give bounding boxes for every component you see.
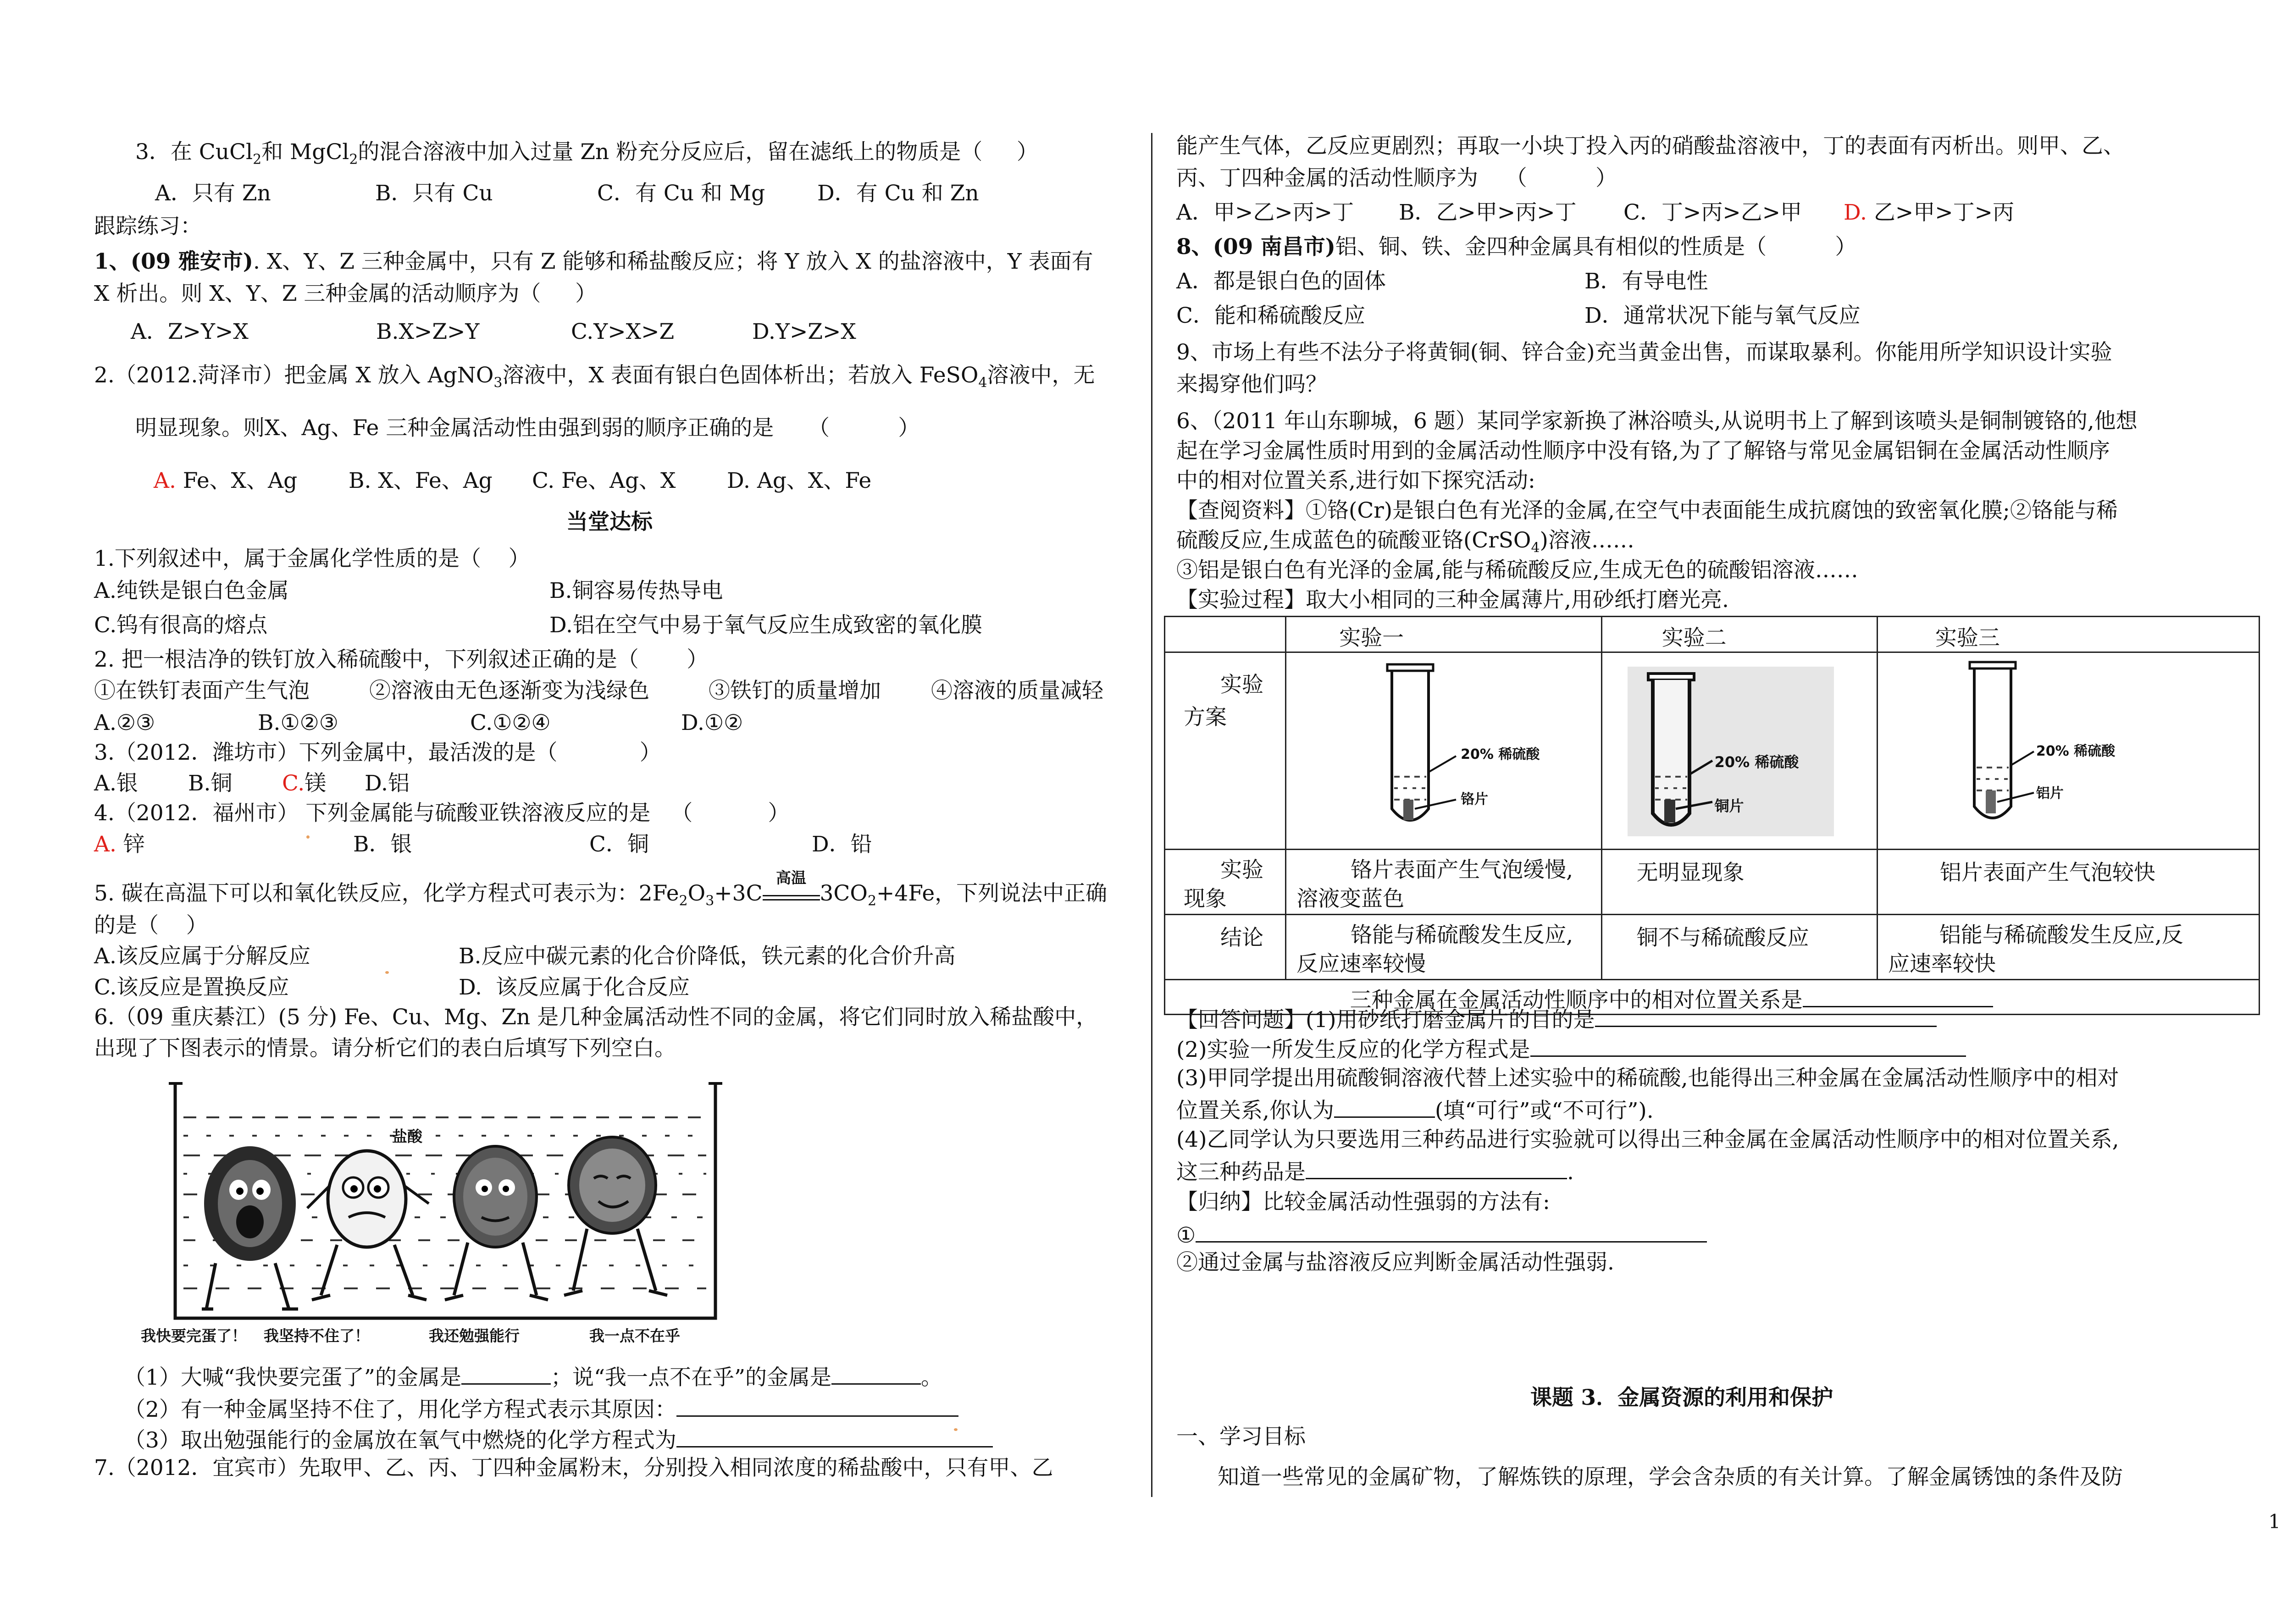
summary-title: 【归纳】比较金属活动性强弱的方法有: (1176, 1189, 1550, 1215)
t1-option-c: C.Y>X>Z (571, 319, 675, 344)
c7-option-a: A．甲>乙>丙>丁 (1176, 200, 1354, 225)
q3-option-c: C．有 Cu 和 Mg (597, 181, 765, 206)
t1-line2: X 析出。则 X、Y、Z 三种金属的活动顺序为（ ） (94, 281, 597, 306)
c3-option-c: C.镁 (282, 771, 327, 796)
c3-option-d: D.铝 (365, 771, 410, 796)
c5-line1: 5. 碳在高温下可以和氧化铁反应，化学方程式可表示为：$2Fe_2O_3+3C$ 高温 $3CO_2+4Fe$，下列说法中正确 (94, 869, 1108, 909)
c6-line2: 出现了下图表示的情景。请分析它们的表白后填写下列空白。 (94, 1036, 676, 1061)
c9-line2: 来揭穿他们吗？ (1176, 372, 1327, 397)
conclusion-3: 铝能与稀硫酸发生反应,反 应速率较快 (1888, 922, 2183, 977)
c1-option-d: D.铝在空气中易于氧气反应生成致密的氧化膜 (549, 613, 982, 638)
scheme-cell-1 (1286, 652, 1602, 850)
acid-label-1: 20% 稀硫酸 (1461, 746, 1540, 762)
c2-item-2: ②溶液由无色逐渐变为浅绿色 (369, 678, 649, 703)
t2-line2: 明显现象。则X、Ag、Fe 三种金属活动性由强到弱的顺序正确的是 （ ） (135, 415, 920, 441)
c7-cont-line2: 丙、丁四种金属的活动性顺序为 （ ） (1176, 166, 1617, 191)
answer-q3a: (3)甲同学提出用硫酸铜溶液代替上述实验中的稀硫酸,也能得出三种金属在金属活动性顺序中的相对 (1176, 1066, 2119, 1091)
q3-option-a: A．只有 Zn (155, 181, 271, 206)
lesson-title: 课题 3．金属资源的利用和保护 (1530, 1385, 1833, 1410)
acid-label-2: 20% 稀硫酸 (1714, 753, 1799, 771)
c6b-ref2: 硫酸反应,生成蓝色的硫酸亚铬(CrSO$_4$)溶液…… (1176, 528, 1634, 556)
metal-character-4 (564, 1137, 667, 1295)
beaker-label: 盐酸 (392, 1127, 422, 1145)
metal-label-3: 铝片 (2036, 785, 2064, 801)
metal-label-1: 铬片 (1461, 791, 1489, 807)
c8-stem: 8、(09 南昌市)铝、铜、铁、金四种金属具有相似的性质是（ ） (1176, 234, 1857, 260)
answer-q2: (2)实验一所发生反应的化学方程式是 (1176, 1036, 1966, 1061)
t2-option-a: A. Fe、X、Ag (154, 468, 298, 493)
t1-option-d: D.Y>Z>X (752, 319, 856, 344)
track-title: 跟踪练习： (94, 214, 202, 239)
q3-stem: 3．在 CuCl$_2$和 MgCl$_2$的混合溶液中加入过量 Zn 粉充分反应后，留在滤纸上的物质是（ ） (135, 139, 1038, 168)
t1-option-b: B.X>Z>Y (376, 319, 480, 344)
observation-1: 铬片表面产生气泡缓慢, 溶液变蓝色 (1296, 857, 1573, 912)
t1-option-a: A．Z>Y>X (131, 319, 249, 344)
summary-item-2: ②通过金属与盐溶液反应判断金属活动性强弱. (1176, 1250, 1614, 1275)
scheme-cell-2 (1601, 652, 1877, 850)
table-header-1: 实验一 (1339, 625, 1404, 651)
page-number: 1 (2268, 1510, 2281, 1533)
caption-1: 我快要完蛋了！ (141, 1327, 247, 1345)
answer-blank[interactable] (1196, 1222, 1707, 1243)
row-label-conclusion: 结论 (1220, 925, 1263, 950)
c3-stem: 3.（2012．潍坊市）下列金属中，最活泼的是（ ） (94, 740, 661, 765)
c8-option-b: B．有导电性 (1584, 269, 1708, 294)
answer-q3b: 位置关系,你认为 (填“可行”或“不可行”). (1176, 1098, 1654, 1123)
caption-3: 我还勉强能行 (429, 1327, 520, 1345)
c4-option-a: A. 锌 (94, 832, 145, 857)
c2-option-a: A.②③ (94, 710, 155, 735)
c5-option-c: C.该反应是置换反应 (94, 975, 289, 1000)
answer-blank[interactable] (1530, 1036, 1966, 1057)
scheme-cell-3 (1877, 652, 2259, 850)
answer-q4b: 这三种药品是 . (1176, 1160, 1574, 1185)
metal-character-2 (307, 1151, 429, 1300)
acid-label-3: 20% 稀硫酸 (2036, 743, 2116, 759)
c4-option-c: C．铜 (589, 832, 649, 857)
answer-blank[interactable] (676, 1396, 958, 1417)
answer-blank[interactable] (831, 1364, 921, 1385)
c5-option-b: B.反应中碳元素的化合价降低，铁元素的化合价升高 (459, 944, 956, 969)
experiment-table (1164, 616, 2260, 1015)
c3-option-a: A.银 (94, 771, 138, 796)
c6b-ref3: ③铝是银白色有光泽的金属,能与稀硫酸反应,生成无色的硫酸铝溶液…… (1176, 558, 1858, 583)
c2-option-b: B.①②③ (258, 710, 338, 735)
answer-blank[interactable] (1595, 1006, 1937, 1027)
t2-option-c: C. Fe、Ag、X (532, 468, 676, 493)
c7-cont-line1: 能产生气体，乙反应更剧烈；再取一小块丁投入丙的硝酸盐溶液中，丁的表面有丙析出。则甲、乙、 (1176, 133, 2125, 159)
c2-option-c: C.①②④ (470, 710, 551, 735)
t2-option-b: B. X、Fe、Ag (349, 468, 493, 493)
c6-q2: （2）有一种金属坚持不住了，用化学方程式表示其原因： (124, 1396, 958, 1420)
metal-character-1 (202, 1146, 298, 1309)
c5-option-a: A.该反应属于分解反应 (94, 944, 310, 969)
c4-option-b: B．银 (353, 832, 412, 857)
q3-option-d: D．有 Cu 和 Zn (817, 181, 979, 206)
caption-2: 我坚持不住了！ (264, 1327, 370, 1345)
c9-line1: 9、市场上有些不法分子将黄铜(铜、锌合金)充当黄金出售，而谋取暴利。你能用所学知识设计实验 (1176, 340, 2112, 365)
row-label-scheme: 实验 方案 (1184, 672, 1263, 730)
lesson-text: 知道一些常见的金属矿物，了解炼铁的原理，学会含杂质的有关计算。了解金属锈蚀的条件及防 (1218, 1464, 2123, 1490)
table-header-2: 实验二 (1662, 625, 1727, 651)
c7-option-c: C．丁>丙>乙>甲 (1623, 200, 1802, 225)
c5-option-d: D. 该反应属于化合反应 (459, 975, 690, 1000)
c5-line2: 的是（ ） (94, 913, 208, 938)
observation-2: 无明显现象 (1636, 860, 1745, 885)
c7-option-d: D. 乙>甲>丁>丙 (1844, 200, 2015, 225)
section-title: 当堂达标 (566, 509, 653, 535)
conclusion-1: 铬能与稀硫酸发生反应, 反应速率较慢 (1296, 922, 1573, 977)
answer-blank[interactable] (1334, 1097, 1435, 1118)
c2-stem: 2. 把一根洁净的铁钉放入稀硫酸中，下列叙述正确的是（ ） (94, 647, 709, 672)
summary-item-1: ① (1176, 1222, 1707, 1246)
c6b-ref1: 【查阅资料】①铬(Cr)是银白色有光泽的金属,在空气中表面能生成抗腐蚀的致密氧化膜;②铬能与稀 (1176, 498, 2118, 523)
observation-3: 铝片表面产生气泡较快 (1939, 860, 2155, 885)
table-header-3: 实验三 (1935, 625, 2000, 651)
c1-stem: 1.下列叙述中，属于金属化学性质的是（ ） (94, 546, 530, 571)
t2-option-d: D. Ag、X、Fe (727, 468, 872, 493)
answer-blank[interactable] (676, 1427, 993, 1447)
answer-blank[interactable] (461, 1364, 551, 1385)
c2-option-d: D.①② (681, 710, 743, 735)
q3-option-b: B．只有 Cu (375, 181, 493, 206)
c6-q3: （3）取出勉强能行的金属放在氧气中燃烧的化学方程式为 (124, 1427, 993, 1451)
c8-option-c: C．能和稀硫酸反应 (1176, 303, 1365, 328)
answer-blank[interactable] (1306, 1159, 1567, 1179)
c1-option-b: B.铜容易传热导电 (549, 578, 723, 603)
c7-line1: 7.（2012．宜宾市）先取甲、乙、丙、丁四种金属粉末，分别投入相同浓度的稀盐酸中，只有甲、乙 (94, 1455, 1053, 1480)
stray-dot (385, 971, 389, 974)
lesson-section: 一、学习目标 (1176, 1424, 1306, 1449)
metal-label-2: 铜片 (1714, 797, 1744, 815)
c8-option-a: A．都是银白色的固体 (1176, 269, 1386, 294)
c1-option-c: C.钨有很高的熔点 (94, 613, 268, 638)
c2-item-3: ③铁钉的质量增加 (709, 678, 881, 703)
summary-line: 三种金属在金属活动性顺序中的相对位置关系是 (1286, 980, 2259, 1014)
c6b-proc: 【实验过程】取大小相同的三种金属薄片,用砂纸打磨光亮. (1176, 587, 1729, 613)
conclusion-2: 铜不与稀硫酸反应 (1636, 925, 1809, 950)
stray-dot (306, 835, 310, 839)
c6b-line1: 6、（2011 年山东聊城，6 题）某同学家新换了淋浴喷头,从说明书上了解到该喷头是铜制镀铬的,他想 (1176, 409, 2138, 434)
caption-4: 我一点不在乎 (589, 1327, 680, 1345)
answer-q4a: (4)乙同学认为只要选用三种药品进行实验就可以得出三种金属在金属活动性顺序中的相对位置关系, (1176, 1127, 2119, 1152)
metal-character-3 (445, 1146, 548, 1300)
c6-q1: （1）大喊“我快要完蛋了”的金属是 ；说“我一点不在乎”的金属是 。 (124, 1365, 943, 1390)
beaker-illustration (165, 1080, 729, 1323)
t2-line1: 2.（2012.菏泽市）把金属 X 放入 AgNO$_3$溶液中，X 表面有银白色固体析出；若放入 FeSO$_4$溶液中，无 (94, 363, 1095, 391)
answer-blank[interactable] (1803, 987, 1993, 1007)
answer-q1: 【回答问题】(1)用砂纸打磨金属片的目的是 (1176, 1006, 1937, 1031)
c3-option-b: B.铜 (188, 771, 233, 796)
c2-item-4: ④溶液的质量减轻 (931, 678, 1103, 703)
c4-stem: 4.（2012．福州市） 下列金属能与硫酸亚铁溶液反应的是 （ ） (94, 801, 790, 826)
c4-option-d: D．铅 (812, 832, 872, 857)
row-label-observation: 实验 现象 (1184, 857, 1263, 912)
c6-line1: 6.（09 重庆綦江）(5 分) Fe、Cu、Mg、Zn 是几种金属活动性不同的金属，将它们同时放入稀盐酸中， (94, 1005, 1098, 1030)
c1-option-a: A.纯铁是银白色金属 (94, 578, 289, 603)
c7-option-b: B．乙>甲>丙>丁 (1399, 200, 1577, 225)
t1-line1: 1、(09 雅安市). X、Y、Z 三种金属中，只有 Z 能够和稀盐酸反应；将 Y 放入 X 的盐溶液中，Y 表面有 (94, 249, 1093, 274)
stray-dot (954, 1428, 958, 1431)
c6b-line3: 中的相对位置关系,进行如下探究活动: (1176, 468, 1535, 493)
column-divider (1151, 133, 1152, 1497)
c2-item-1: ①在铁钉表面产生气泡 (94, 678, 310, 703)
c8-option-d: D．通常状况下能与氧气反应 (1584, 303, 1861, 328)
c6b-line2: 起在学习金属性质时用到的金属活动性顺序中没有铬,为了了解铬与常见金属铝铜在金属活动性顺序 (1176, 438, 2110, 464)
